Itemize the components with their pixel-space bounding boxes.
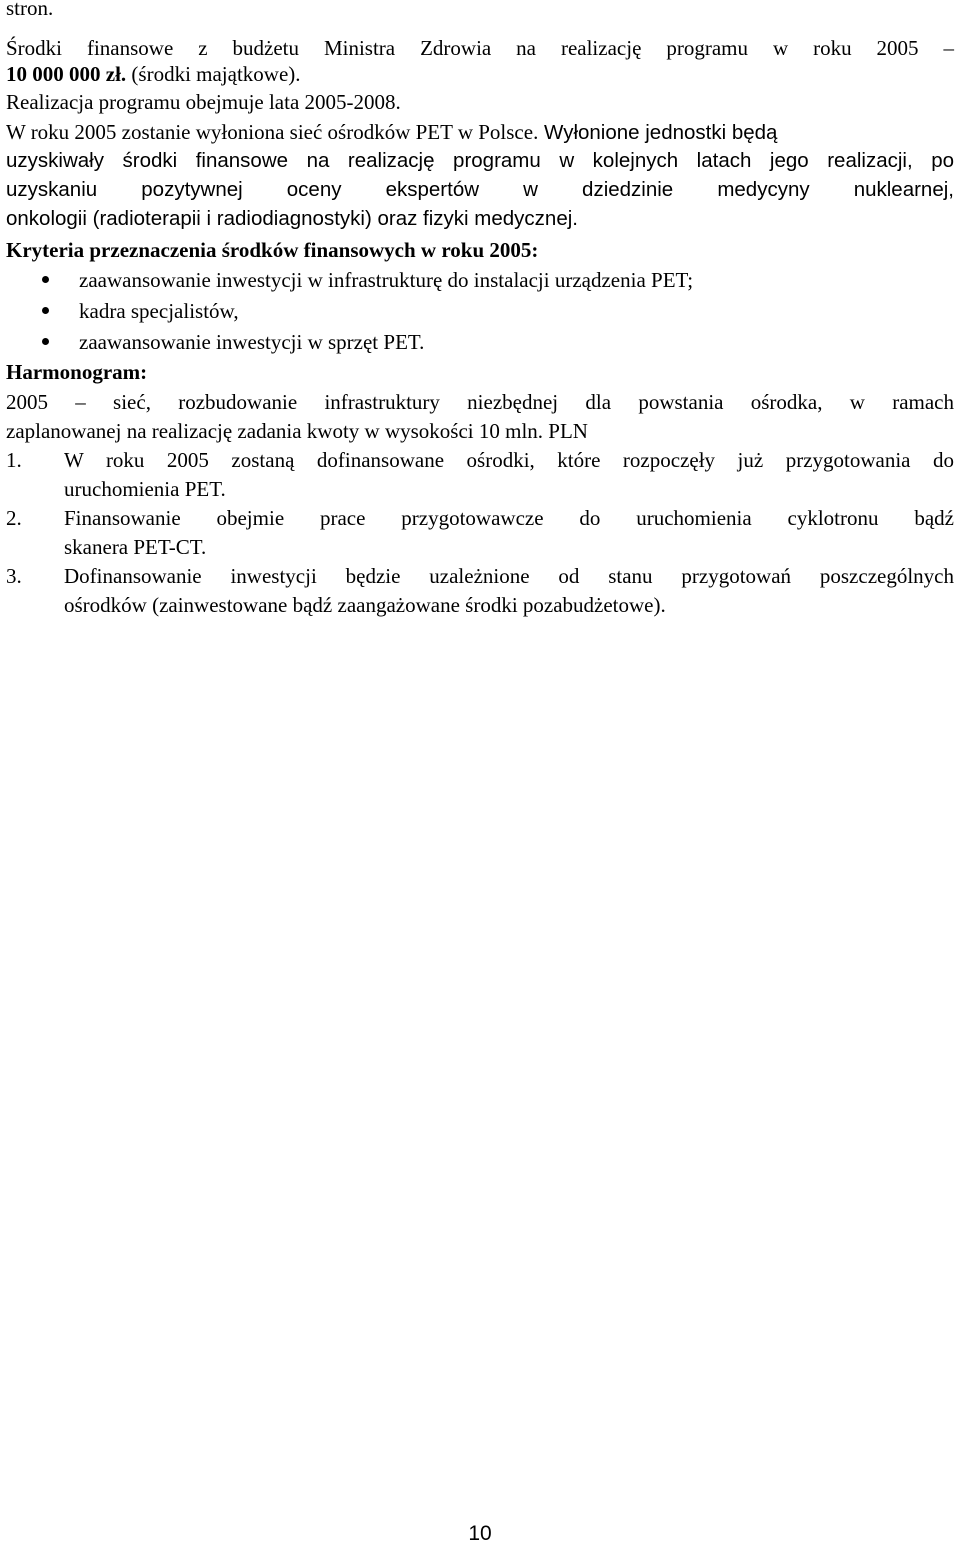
network-sans: Wyłonione jednostki będą [538, 121, 778, 144]
schedule-item-number: 3. [6, 564, 22, 588]
schedule-item-number: 2. [6, 506, 22, 530]
schedule-item-number: 1. [6, 448, 22, 472]
funding-type: (środki majątkowe). [126, 62, 301, 86]
schedule-item-line-2: skanera PET-CT. [64, 535, 207, 559]
criteria-item-text: zaawansowanie inwestycji w infrastrukturę do instalacji urządzenia PET; [79, 268, 694, 292]
schedule-heading: Harmonogram: [6, 360, 148, 384]
criteria-item [0, 330, 960, 354]
schedule-line-2: zaplanowanej na realizację zadania kwoty w wysokości 10 mln. PLN [6, 419, 588, 443]
criteria-heading: Kryteria przeznaczenia środków finansowych w roku 2005: [6, 238, 539, 262]
criteria-item-text: zaawansowanie inwestycji w sprzęt PET. [79, 330, 425, 354]
schedule-item-line-2: ośrodków (zainwestowane bądź zaangażowane środki pozabudżetowe). [64, 593, 666, 617]
network-serif: W roku 2005 zostanie wyłoniona sieć ośrodków PET w Polsce. [6, 120, 539, 144]
bullet-icon [42, 276, 49, 283]
network-line-2: uzyskiwały środki finansowe na realizację programu w kolejnych latach jego realizacji, po [6, 149, 954, 172]
schedule-item-line-1: Finansowanie obejmie prace przygotowawcze do uruchomienia cyklotronu bądź [64, 506, 954, 530]
funding-amount: 10 000 000 zł. [6, 62, 127, 86]
schedule-line-1: 2005 – sieć, rozbudowanie infrastruktury niezbędnej dla powstania ośrodka, w ramach [6, 390, 954, 414]
network-line-1 [6, 120, 954, 145]
criteria-item [0, 299, 960, 323]
funding-line-2 [6, 62, 301, 86]
page-number: 10 [468, 1522, 492, 1545]
schedule-item-line-1: Dofinansowanie inwestycji będzie uzależnione od stanu przygotowań poszczególnych [64, 564, 954, 588]
network-line-4: onkologii (radioterapii i radiodiagnostyki) oraz fizyki medycznej. [6, 207, 578, 230]
program-years: Realizacja programu obejmuje lata 2005-2008. [6, 90, 401, 114]
bullet-icon [42, 307, 49, 314]
schedule-item-line-2: uruchomienia PET. [64, 477, 226, 501]
criteria-item-text: kadra specjalistów, [79, 299, 239, 323]
criteria-item [0, 268, 960, 292]
network-line-3: uzyskaniu pozytywnej oceny ekspertów w dziedzinie medycyny nuklearnej, [6, 178, 954, 201]
bullet-icon [42, 338, 49, 345]
top-fragment: stron. [6, 0, 54, 20]
schedule-item-line-1: W roku 2005 zostaną dofinansowane ośrodki, które rozpoczęły już przygotowania do [64, 448, 954, 472]
funding-line-1: Środki finansowe z budżetu Ministra Zdrowia na realizację programu w roku 2005 – [6, 36, 954, 60]
